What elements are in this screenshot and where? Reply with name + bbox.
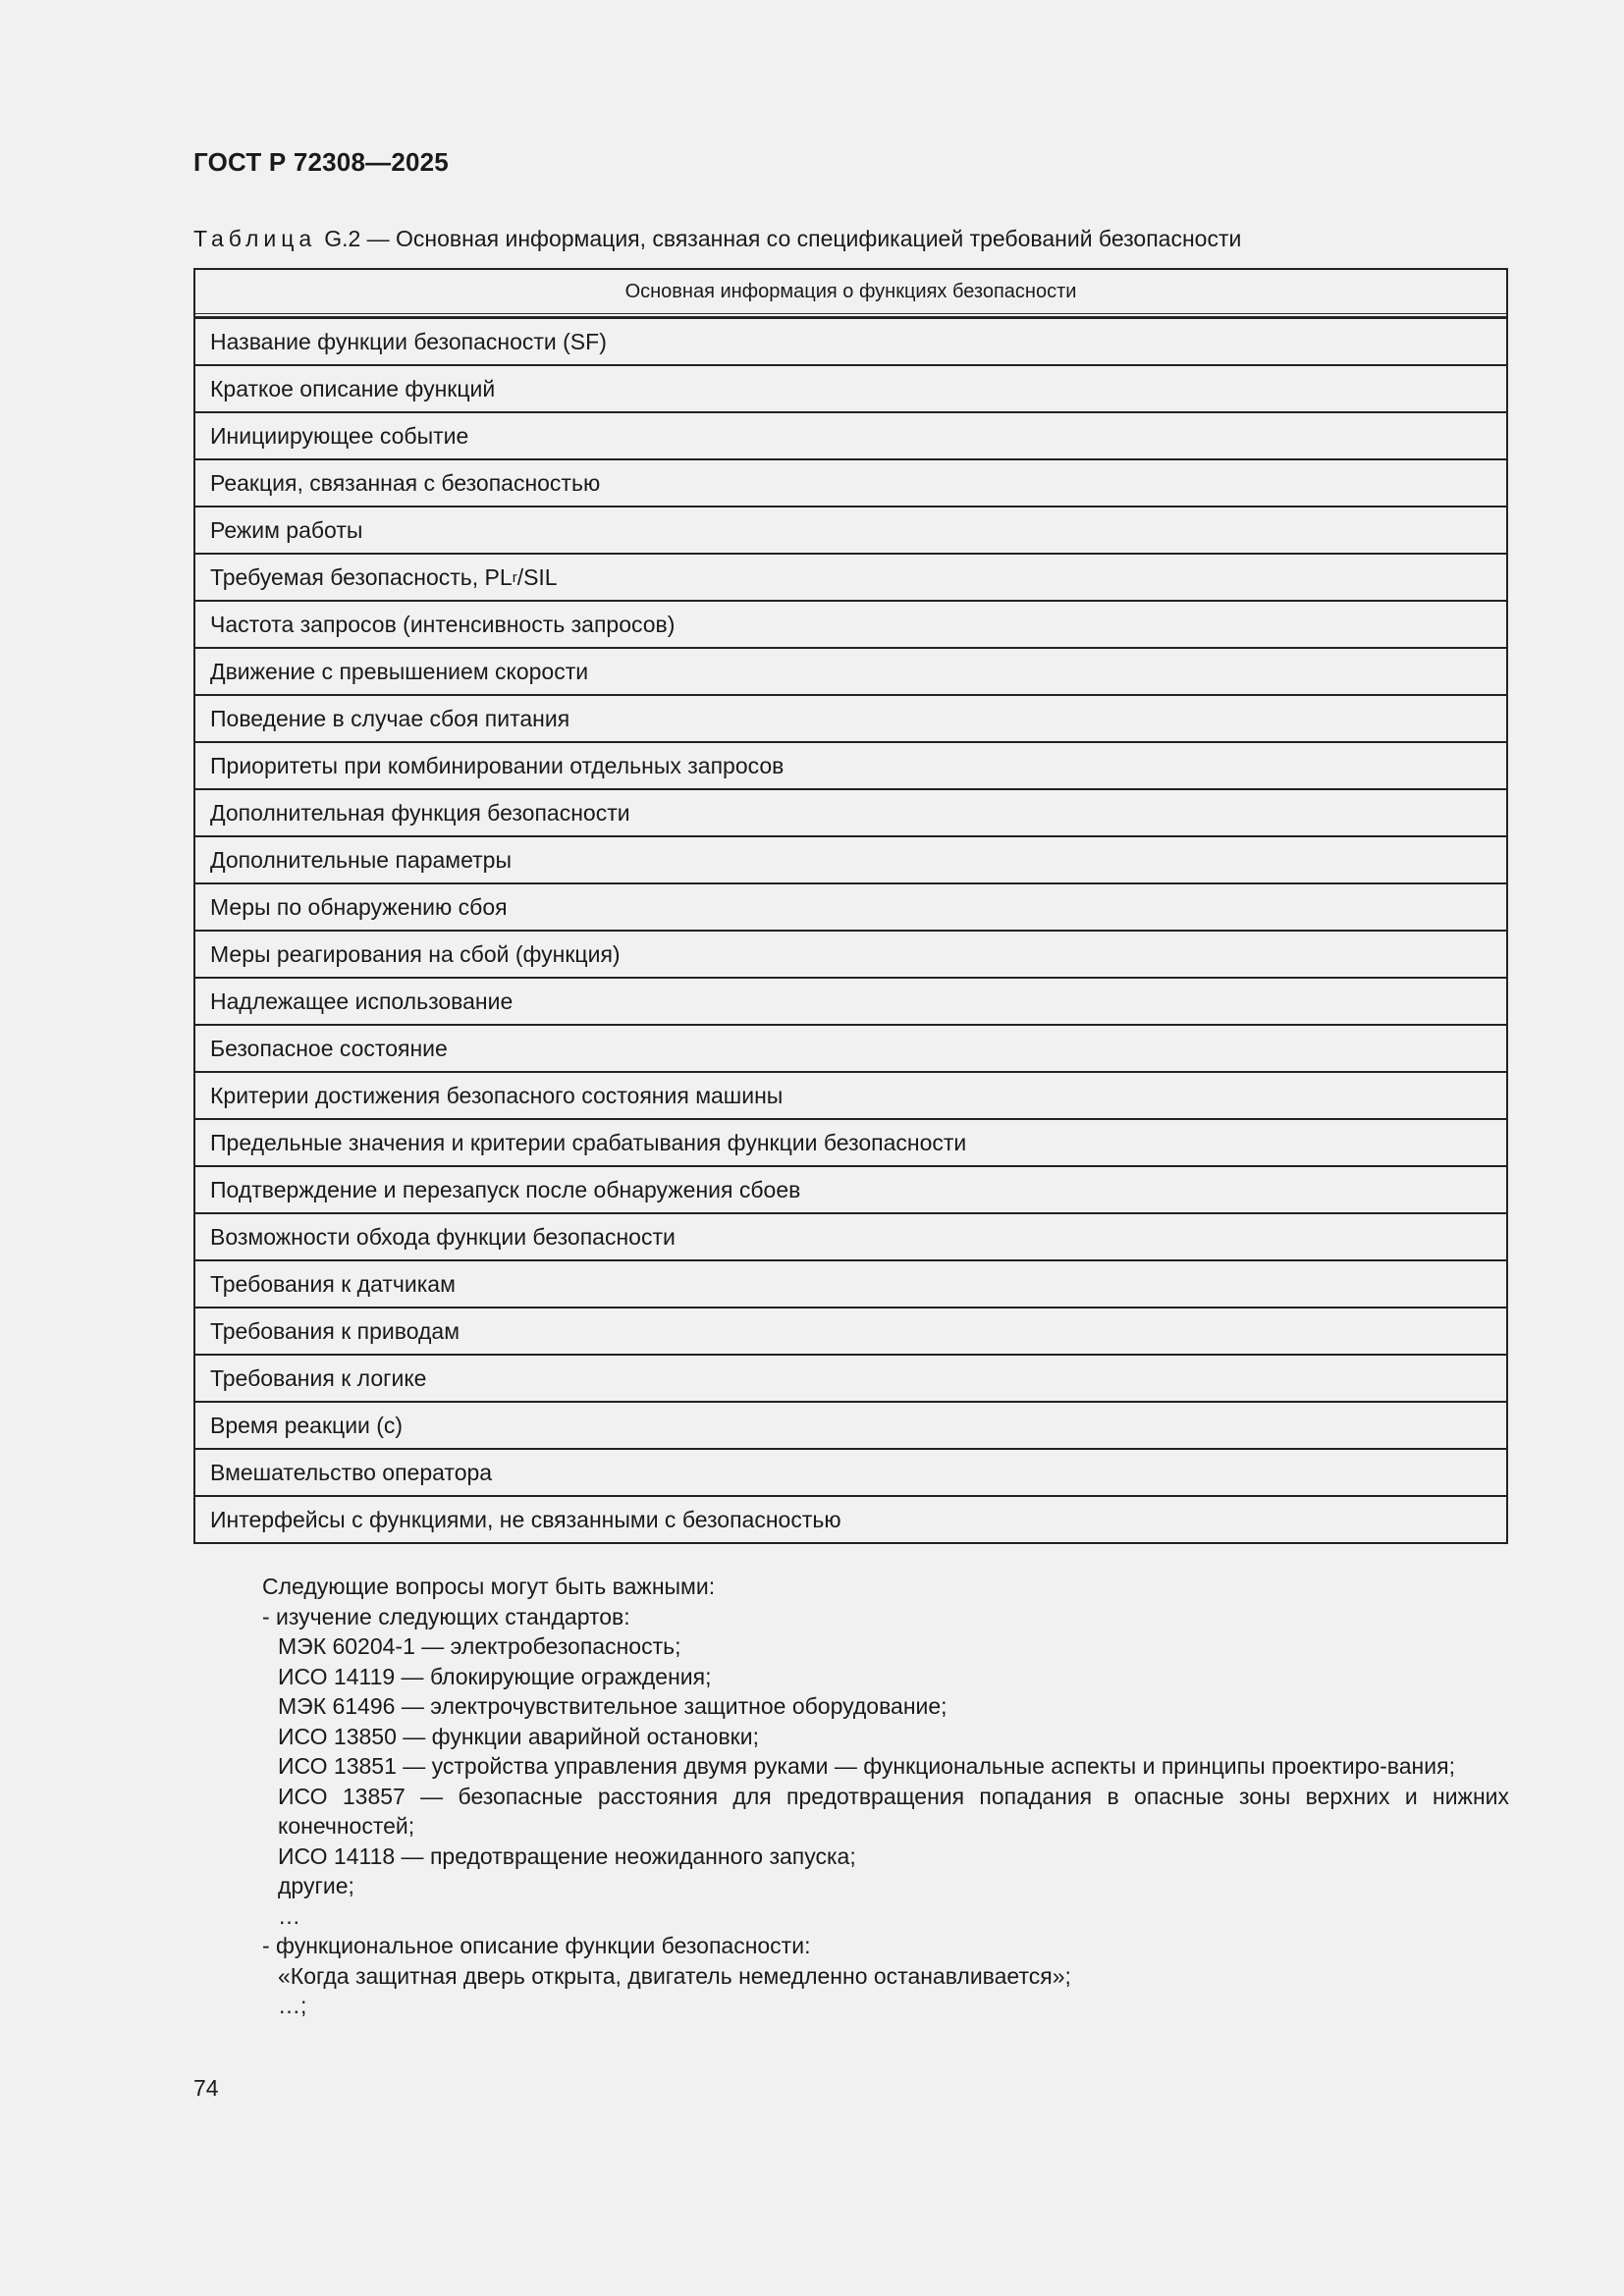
list-item: … (278, 1902, 300, 1929)
document-header: ГОСТ Р 72308—2025 (193, 147, 449, 177)
table-row: Дополнительная функция безопасности (195, 788, 1506, 835)
notes-item-description: - функциональное описание функции безопасности: (262, 1933, 811, 1958)
table-row: Реакция, связанная с безопасностью (195, 458, 1506, 506)
table-row: Поведение в случае сбоя питания (195, 694, 1506, 741)
notes-ellipsis: …; (278, 1993, 307, 2018)
table-row: Надлежащее использование (195, 977, 1506, 1024)
list-item: МЭК 61496 — электрочувствительное защитное оборудование; (278, 1693, 947, 1719)
table-row (195, 553, 1506, 600)
table-row: Меры реагирования на сбой (функция) (195, 930, 1506, 977)
table-row: Дополнительные параметры (195, 835, 1506, 882)
list-item: ИСО 13857 — безопасные расстояния для предотвращения попадания в опасные зоны верхних и нижних конечностей; (278, 1783, 1509, 1839)
notes-example: «Когда защитная дверь открыта, двигатель немедленно останавливается»; (278, 1962, 1071, 1989)
table-row: Критерии достижения безопасного состояния машины (195, 1071, 1506, 1118)
table-row: Приоритеты при комбинировании отдельных запросов (195, 741, 1506, 788)
table-caption-prefix: Таблица (193, 226, 317, 251)
table-caption-text: G.2 — Основная информация, связанная со спецификацией требований безопасности (324, 226, 1242, 251)
table-row: Вмешательство оператора (195, 1448, 1506, 1495)
table-row: Время реакции (с) (195, 1401, 1506, 1448)
table-row: Режим работы (195, 506, 1506, 553)
row-text: Требуемая безопасность, PL (210, 563, 513, 590)
row-suffix: /SIL (516, 563, 558, 590)
table-row: Требования к приводам (195, 1307, 1506, 1354)
notes-intro: Следующие вопросы могут быть важными: (262, 1574, 716, 1599)
table-header: Основная информация о функциях безопасности (195, 270, 1506, 317)
table-row: Меры по обнаружению сбоя (195, 882, 1506, 930)
table-caption (193, 226, 1241, 252)
table-row: Инициирующее событие (195, 411, 1506, 458)
notes-item-standards: - изучение следующих стандартов: (262, 1603, 630, 1629)
notes-block (262, 1572, 1509, 2021)
table-row: Движение с превышением скорости (195, 647, 1506, 694)
list-item: МЭК 60204-1 — электробезопасность; (278, 1633, 681, 1659)
table-row: Безопасное состояние (195, 1024, 1506, 1071)
table-row: Требования к датчикам (195, 1259, 1506, 1307)
list-item: другие; (278, 1873, 354, 1898)
page-number: 74 (193, 2075, 219, 2101)
table-row: Краткое описание функций (195, 364, 1506, 411)
table-row: Частота запросов (интенсивность запросов) (195, 600, 1506, 647)
table-row: Интерфейсы с функциями, не связанными с безопасностью (195, 1495, 1506, 1542)
table-row: Предельные значения и критерии срабатывания функции безопасности (195, 1118, 1506, 1165)
list-item: ИСО 13850 — функции аварийной остановки; (278, 1723, 759, 1749)
safety-requirements-table (193, 268, 1508, 1544)
list-item: ИСО 14119 — блокирующие ограждения; (278, 1663, 712, 1689)
row-subscript: r (512, 568, 517, 586)
table-row: Название функции безопасности (SF) (195, 317, 1506, 364)
list-item: ИСО 13851 — устройства управления двумя руками — функциональные аспекты и принципы проектиро-вания; (278, 1753, 1455, 1779)
table-row: Подтверждение и перезапуск после обнаружения сбоев (195, 1165, 1506, 1212)
table-row: Возможности обхода функции безопасности (195, 1212, 1506, 1259)
table-row: Требования к логике (195, 1354, 1506, 1401)
list-item: ИСО 14118 — предотвращение неожиданного запуска; (278, 1842, 856, 1869)
